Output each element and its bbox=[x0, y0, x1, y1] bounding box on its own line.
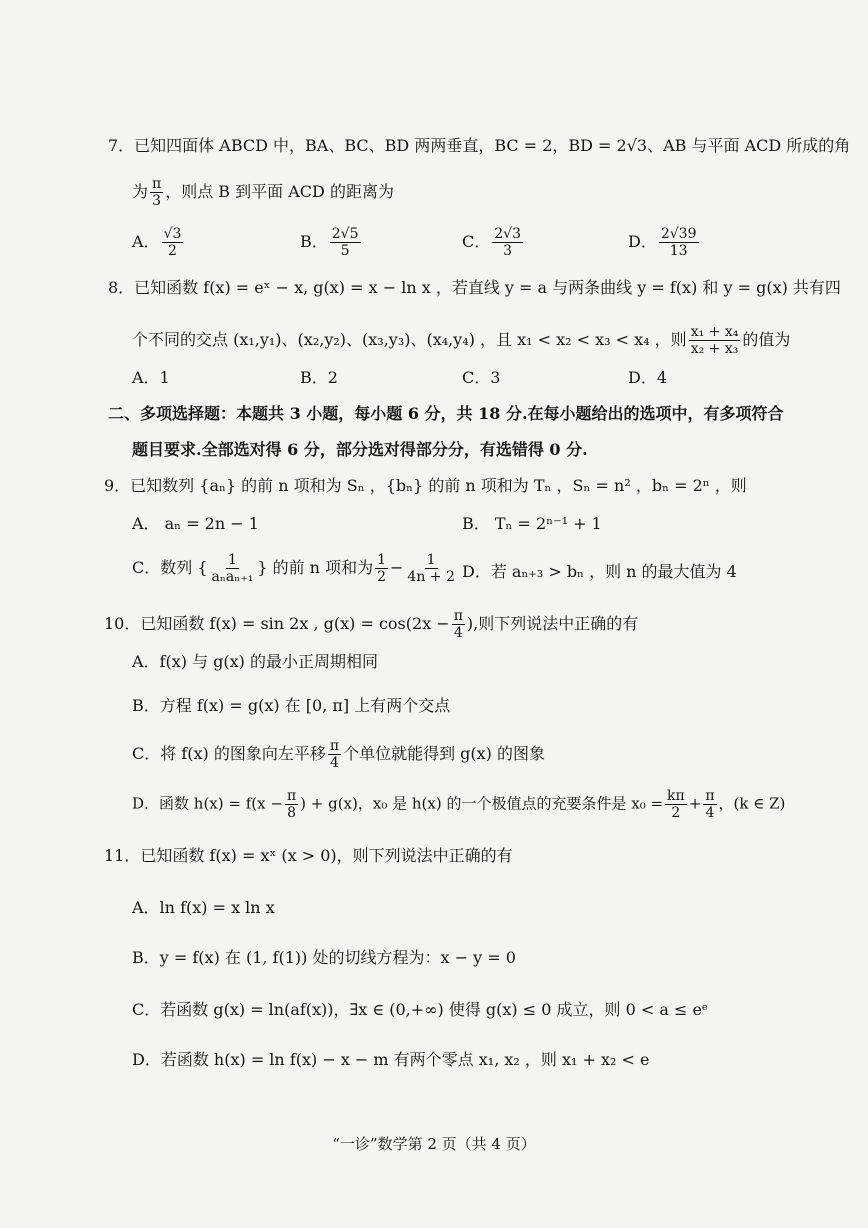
q9-option-d: D．若 aₙ₊₃ > bₙ ，则 n 的最大值为 4 bbox=[462, 562, 737, 581]
q7-stem-line2: 为 $\frac{\pi}{3}$ ，则点 B 到平面 ACD 的距离为 bbox=[132, 176, 394, 209]
q8-ratio-fraction: $\frac{\text{x₁ + x₄}}{\text{x₂ + x₃}}$ bbox=[690, 324, 739, 357]
q8-stem-line1: 8．已知函数 f(x) = eˣ − x, g(x) = x − ln x ，若直线 y = a 与两条曲线 y = f(x) 和 y = g(x) 共有四 bbox=[108, 278, 841, 297]
q8-option-c: C．3 bbox=[462, 368, 501, 387]
q9-option-b: B． Tₙ = 2ⁿ⁻¹ + 1 bbox=[462, 514, 602, 533]
section2-heading-line1: 二、多项选择题：本题共 3 小题，每小题 6 分，共 18 分.在每小题给出的选项中，有多项符合 bbox=[108, 404, 784, 423]
q10-option-b: B．方程 f(x) = g(x) 在 [0, π] 上有两个交点 bbox=[132, 696, 451, 715]
q7-option-d: D． $\frac{2√39}{13}$ bbox=[628, 226, 697, 259]
q7-option-a: A． $\frac{√3}{2}$ bbox=[132, 226, 182, 259]
q8-option-b: B．2 bbox=[300, 368, 338, 387]
q7-angle-fraction: $\frac{\pi}{3}$ bbox=[152, 176, 162, 209]
q8-option-a: A．1 bbox=[132, 368, 170, 387]
q7-option-c: C． $\frac{2√3}{3}$ bbox=[462, 226, 521, 259]
q11-option-b: B．y = f(x) 在 (1, f(1)) 处的切线方程为：x − y = 0 bbox=[132, 948, 516, 967]
q10-option-c: C．将 f(x) 的图象向左平移 $\frac{\pi}{4}$ 个单位就能得到 g(x) 的图象 bbox=[132, 738, 545, 771]
q11-option-d: D．若函数 h(x) = ln f(x) − x − m 有两个零点 x₁, x₂ ，则 x₁ + x₂ < e bbox=[132, 1050, 650, 1069]
page-footer: “一诊”数学第 2 页（共 4 页） bbox=[332, 1135, 536, 1153]
q11-option-a: A．ln f(x) = x ln x bbox=[132, 898, 275, 917]
q11-stem: 11．已知函数 f(x) = xˣ (x > 0)，则下列说法中正确的有 bbox=[104, 846, 513, 865]
q10-stem: 10．已知函数 f(x) = sin 2x , g(x) = cos(2x − $\frac{\pi}{4}$ ),则下列说法中正确的有 bbox=[104, 608, 639, 641]
q8-option-d: D．4 bbox=[628, 368, 668, 387]
q9-option-c: C．数列 { $\frac{1}{\text{aₙaₙ₊₁}}$ } 的前 n 项和为 $\frac{1}{2}$ − $\frac{1}{4n + 2}$ bbox=[132, 552, 455, 585]
q7-option-b: B． $\frac{2√5}{5}$ bbox=[300, 226, 359, 259]
q8-stem-line2: 个不同的交点 (x₁,y₁)、(x₂,y₂)、(x₃,y₃)、(x₄,y₄) ，且 x₁ < x₂ < x₃ < x₄ ，则 $\frac{\text{x₁ + x₄}}{\text{x₂ + x₃}}$ 的值为 bbox=[132, 324, 791, 357]
q9-option-a: A． aₙ = 2n − 1 bbox=[132, 514, 259, 533]
q7-stem-line1: 7．已知四面体 ABCD 中，BA、BC、BD 两两垂直，BC = 2，BD = 2√3、AB 与平面 ACD 所成的角 bbox=[108, 136, 851, 155]
q11-option-c: C．若函数 g(x) = ln(af(x))，∃x ∈ (0,+∞) 使得 g(x) ≤ 0 成立，则 0 < a ≤ eᵉ bbox=[132, 1000, 709, 1019]
q10-option-d: D．函数 h(x) = f(x − $\frac{\pi}{8}$ ) + g(x)，x₀ 是 h(x) 的一个极值点的充要条件是 x₀ = $\frac{k\pi}{2}$ + $\frac{\pi}{4}$ ，(k ∈ Z) bbox=[132, 788, 786, 821]
q9-stem: 9．已知数列 {aₙ} 的前 n 项和为 Sₙ ，{bₙ} 的前 n 项和为 Tₙ ，Sₙ = n² ，bₙ = 2ⁿ ，则 bbox=[104, 476, 747, 495]
section2-heading-line2: 题目要求.全部选对得 6 分，部分选对得部分分，有选错得 0 分. bbox=[132, 440, 588, 459]
q10-option-a: A．f(x) 与 g(x) 的最小正周期相同 bbox=[132, 652, 378, 671]
